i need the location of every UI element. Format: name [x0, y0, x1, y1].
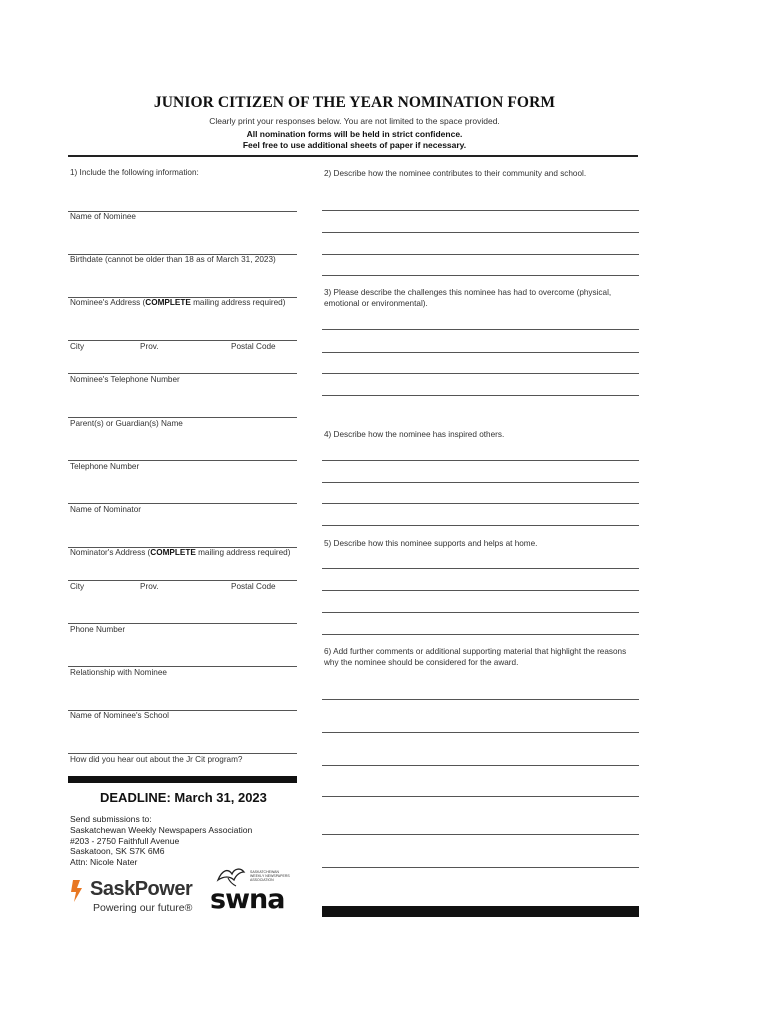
nominee-prov-label: Prov. [140, 342, 159, 351]
relationship-field[interactable] [68, 666, 297, 667]
answer-5-line[interactable] [322, 590, 639, 591]
submission-line: Send submissions to: [70, 814, 152, 824]
guardian-name-label: Parent(s) or Guardian(s) Name [70, 419, 183, 428]
question-1-label: 1) Include the following information: [70, 168, 199, 177]
nominator-city-prov-postal-field[interactable] [68, 580, 297, 581]
answer-3-line[interactable] [322, 352, 639, 353]
answer-5-line[interactable] [322, 612, 639, 613]
answer-4-line[interactable] [322, 503, 639, 504]
heard-about-field[interactable] [68, 753, 297, 754]
submission-line: Saskatoon, SK S7K 6M6 [70, 846, 165, 857]
confidentiality-note: All nomination forms will be held in strict confidence. [246, 129, 463, 139]
telephone-field[interactable] [68, 460, 297, 461]
header-divider [68, 155, 638, 157]
nominator-name-label: Name of Nominator [70, 505, 141, 514]
nominator-postal-label: Postal Code [231, 582, 276, 591]
answer-2-line[interactable] [322, 275, 639, 276]
submission-line: #203 - 2750 Faithfull Avenue [70, 835, 180, 846]
swna-wordmark: swna [210, 884, 285, 915]
nominator-city-label: City [70, 582, 85, 591]
form-title: JUNIOR CITIZEN OF THE YEAR NOMINATION FORM [153, 94, 556, 111]
question-3-label: 3) Please describe the challenges this nominee has had to overcome (physical, emotional or environmental). [324, 288, 612, 308]
swna-full-name: SASKATCHEWAN WEEKLY NEWSPAPERS ASSOCIATION [250, 870, 290, 882]
question-2-label: 2) Describe how the nominee contributes to their community and school. [324, 169, 587, 178]
answer-5-line[interactable] [322, 634, 639, 635]
nominee-address-label: Nominee's Address (COMPLETE mailing address required) [70, 298, 286, 307]
saskpower-logo [70, 878, 200, 918]
answer-2-line[interactable] [322, 254, 639, 255]
question-6-label: 6) Add further comments or additional supporting material that highlight the reasons why the nominee should be considered for the award. [324, 647, 627, 667]
answer-2-line[interactable] [322, 210, 639, 211]
right-column-footer-bar [322, 906, 639, 917]
nominator-address-label: Nominator's Address (COMPLETE mailing address required) [70, 548, 291, 557]
nominator-name-field[interactable] [68, 503, 297, 504]
phone-number-label: Phone Number [70, 625, 126, 634]
nominee-name-label: Name of Nominee [70, 212, 136, 221]
answer-4-line[interactable] [322, 482, 639, 483]
nominee-postal-label: Postal Code [231, 342, 276, 351]
swna-logo [208, 866, 298, 916]
answer-4-line[interactable] [322, 460, 639, 461]
saskpower-bolt-icon [70, 880, 87, 902]
birthdate-label: Birthdate (cannot be older than 18 as of March 31, 2023) [70, 255, 276, 264]
submission-line: Saskatchewan Weekly Newspapers Association [70, 824, 253, 835]
extra-sheets-note: Feel free to use additional sheets of paper if necessary. [242, 140, 467, 150]
answer-3-line[interactable] [322, 373, 639, 374]
nominee-city-prov-postal-field[interactable] [68, 340, 297, 341]
deadline-heading: DEADLINE: March 31, 2023 [100, 790, 267, 805]
answer-6-line[interactable] [322, 834, 639, 835]
answer-6-line[interactable] [322, 867, 639, 868]
nominator-prov-label: Prov. [140, 582, 159, 591]
nominee-city-label: City [70, 342, 85, 351]
answer-6-line[interactable] [322, 765, 639, 766]
answer-3-line[interactable] [322, 395, 639, 396]
guardian-name-field[interactable] [68, 417, 297, 418]
relationship-label: Relationship with Nominee [70, 668, 167, 677]
form-subtitle: Clearly print your responses below. You are not limited to the space provided. [209, 116, 500, 126]
saskpower-tagline: Powering our future® [93, 902, 193, 914]
answer-3-line[interactable] [322, 329, 639, 330]
nominee-phone-label: Nominee's Telephone Number [70, 375, 180, 384]
left-column-footer-bar [68, 776, 297, 783]
answer-5-line[interactable] [322, 568, 639, 569]
phone-number-field[interactable] [68, 623, 297, 624]
answer-2-line[interactable] [322, 232, 639, 233]
submission-address [70, 814, 252, 868]
question-4-label: 4) Describe how the nominee has inspired others. [324, 430, 505, 439]
heard-about-label: How did you hear out about the Jr Cit program? [70, 755, 243, 764]
saskpower-name: SaskPower [90, 878, 193, 900]
answer-6-line[interactable] [322, 732, 639, 733]
question-5-label: 5) Describe how this nominee supports and helps at home. [324, 539, 538, 548]
nominee-phone-field[interactable] [68, 373, 297, 374]
school-name-label: Name of Nominee's School [70, 711, 169, 720]
telephone-label: Telephone Number [70, 462, 140, 471]
answer-6-line[interactable] [322, 796, 639, 797]
answer-4-line[interactable] [322, 525, 639, 526]
submission-line: Attn: Nicole Nater [70, 857, 138, 868]
answer-6-line[interactable] [322, 699, 639, 700]
